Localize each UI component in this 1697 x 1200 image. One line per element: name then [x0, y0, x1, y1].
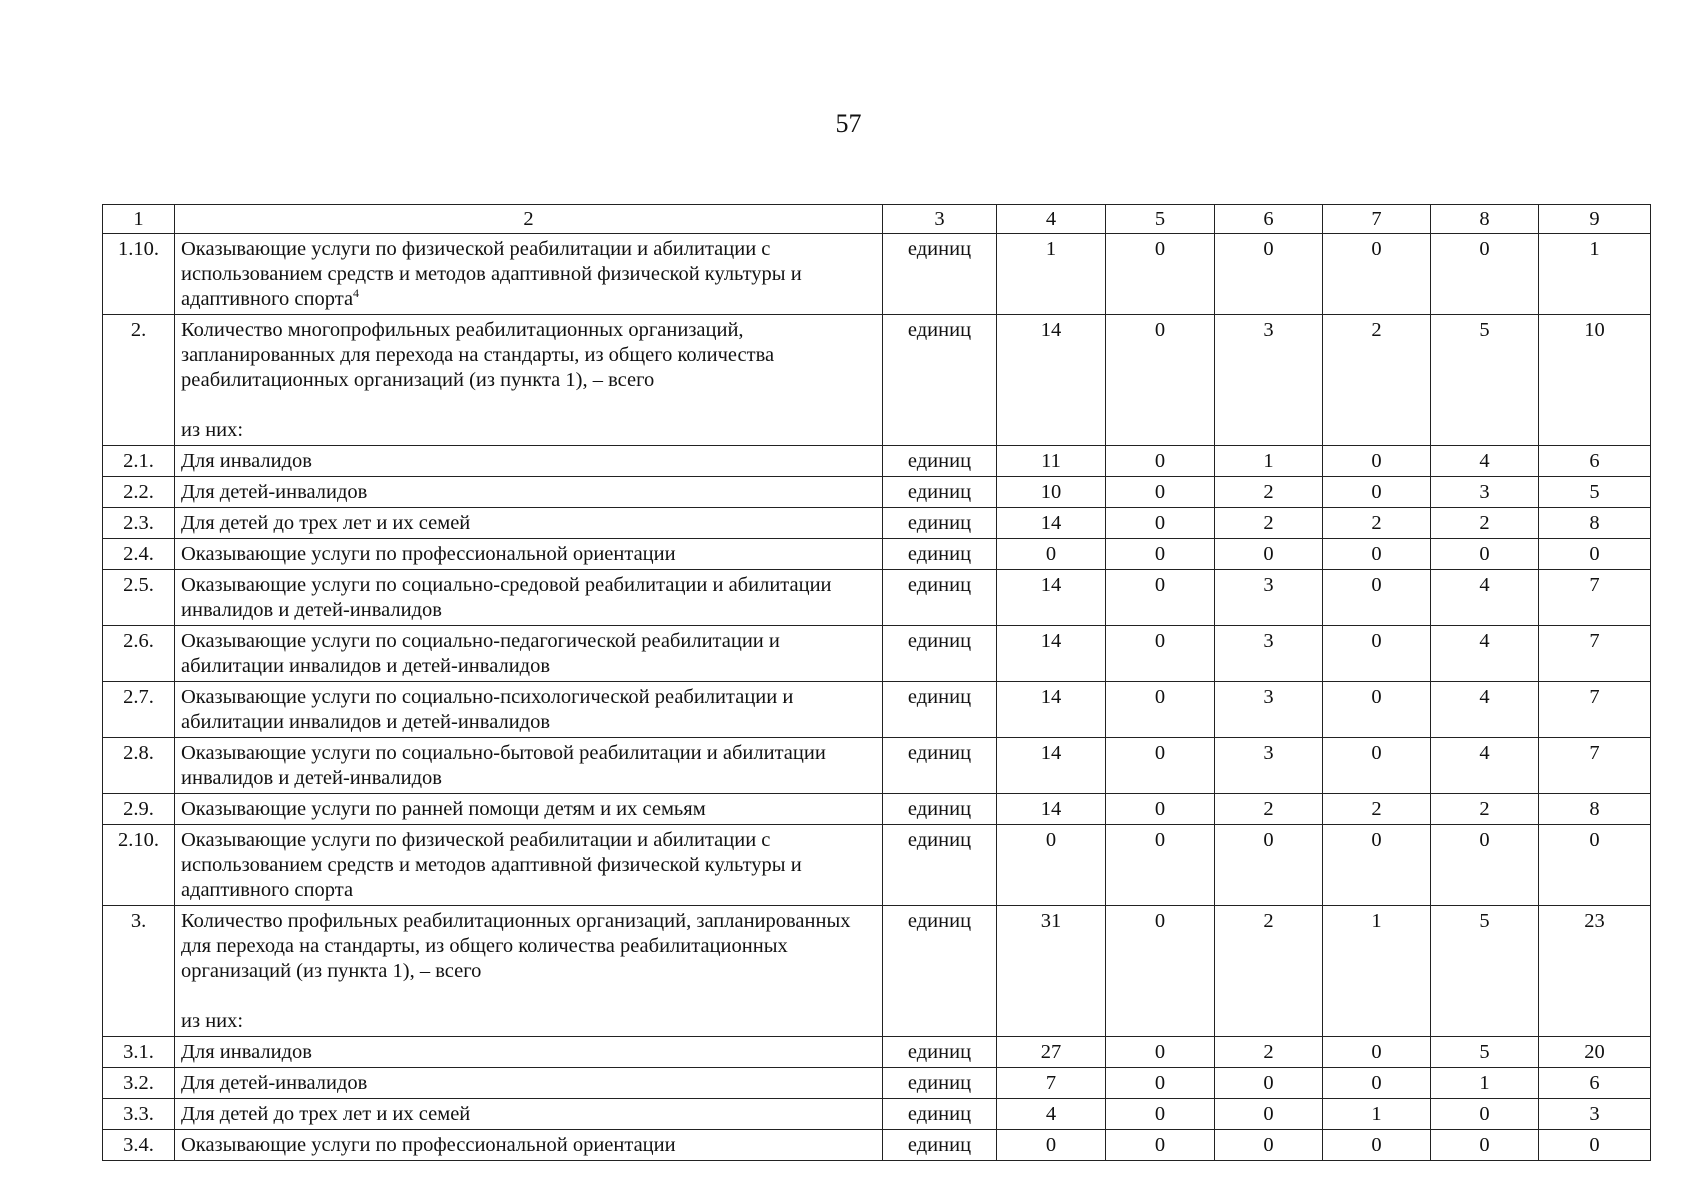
row-number: 1.10. — [103, 234, 175, 315]
row-value: 0 — [1323, 477, 1431, 508]
row-value: 14 — [997, 570, 1106, 626]
data-table — [102, 204, 1651, 1161]
row-value: 0 — [1323, 539, 1431, 570]
row-value: 0 — [1106, 570, 1215, 626]
row-value: 2 — [1215, 508, 1323, 539]
row-value: 0 — [1215, 825, 1323, 906]
table-row — [103, 794, 1651, 825]
row-description: Для инвалидов — [175, 1037, 883, 1068]
row-value: 0 — [1431, 539, 1539, 570]
row-unit: единиц — [883, 539, 997, 570]
row-value: 10 — [997, 477, 1106, 508]
table-row — [103, 477, 1651, 508]
table-row — [103, 570, 1651, 626]
row-description — [175, 234, 883, 315]
row-unit: единиц — [883, 1130, 997, 1161]
row-number: 3.4. — [103, 1130, 175, 1161]
row-unit: единиц — [883, 825, 997, 906]
row-value: 0 — [1106, 738, 1215, 794]
row-value: 14 — [997, 315, 1106, 446]
row-value: 10 — [1539, 315, 1651, 446]
row-value: 0 — [1106, 477, 1215, 508]
table-row — [103, 682, 1651, 738]
row-subtext: из них: — [181, 1010, 244, 1032]
row-value: 23 — [1539, 906, 1651, 1037]
row-number: 2.3. — [103, 508, 175, 539]
row-value: 0 — [997, 1130, 1106, 1161]
row-unit: единиц — [883, 315, 997, 446]
row-value: 14 — [997, 738, 1106, 794]
row-value: 3 — [1431, 477, 1539, 508]
table-row — [103, 825, 1651, 906]
row-value: 0 — [1215, 539, 1323, 570]
row-value: 4 — [1431, 682, 1539, 738]
row-description: Оказывающие услуги по ранней помощи детям и их семьям — [175, 794, 883, 825]
row-description: Для детей-инвалидов — [175, 477, 883, 508]
row-value: 4 — [1431, 626, 1539, 682]
row-value: 0 — [1539, 539, 1651, 570]
row-value: 0 — [1106, 825, 1215, 906]
row-unit: единиц — [883, 570, 997, 626]
row-description: Для инвалидов — [175, 446, 883, 477]
row-value: 0 — [1106, 682, 1215, 738]
row-value: 0 — [1323, 825, 1431, 906]
row-value: 14 — [997, 794, 1106, 825]
row-unit: единиц — [883, 1068, 997, 1099]
table-row — [103, 1068, 1651, 1099]
page-number: 57 — [835, 109, 862, 138]
row-number: 2.8. — [103, 738, 175, 794]
row-description: Оказывающие услуги по физической реабилитации и абилитации с использованием средств и методов адаптивной физической культуры и адаптивного спорта — [175, 825, 883, 906]
row-value: 0 — [1431, 1130, 1539, 1161]
row-value: 1 — [1215, 446, 1323, 477]
row-value: 1 — [1431, 1068, 1539, 1099]
row-description: Оказывающие услуги по профессиональной ориентации — [175, 539, 883, 570]
row-value: 0 — [1323, 1037, 1431, 1068]
row-text: Количество многопрофильных реабилитационных организаций, запланированных для перехода на стандарты, из общего количества реабилитационных организаций (из пункта 1), – всего — [181, 319, 775, 391]
row-unit: единиц — [883, 234, 997, 315]
row-value: 4 — [1431, 446, 1539, 477]
row-value: 0 — [1323, 626, 1431, 682]
row-value: 0 — [1215, 1068, 1323, 1099]
row-text: Количество профильных реабилитационных организаций, запланированных для перехода на стандарты, из общего количества реабилитационных организаций (из пункта 1), – всего — [181, 910, 851, 982]
row-value: 1 — [1539, 234, 1651, 315]
row-number: 2.2. — [103, 477, 175, 508]
row-value: 3 — [1215, 626, 1323, 682]
row-value: 6 — [1539, 1068, 1651, 1099]
row-value: 0 — [1106, 234, 1215, 315]
row-unit: единиц — [883, 508, 997, 539]
row-value: 2 — [1215, 1037, 1323, 1068]
row-description: Для детей-инвалидов — [175, 1068, 883, 1099]
row-value: 0 — [1431, 1099, 1539, 1130]
row-description: Оказывающие услуги по социально-психологической реабилитации и абилитации инвалидов и детей-инвалидов — [175, 682, 883, 738]
row-value: 5 — [1431, 906, 1539, 1037]
table-row — [103, 446, 1651, 477]
table-row — [103, 234, 1651, 315]
table-row — [103, 738, 1651, 794]
row-value: 14 — [997, 626, 1106, 682]
row-value: 0 — [1106, 1068, 1215, 1099]
footnote-mark: 4 — [353, 286, 360, 301]
column-header: 2 — [175, 205, 883, 234]
row-number: 2.10. — [103, 825, 175, 906]
row-value: 5 — [1431, 315, 1539, 446]
row-value: 3 — [1215, 738, 1323, 794]
row-description: Оказывающие услуги по социально-бытовой реабилитации и абилитации инвалидов и детей-инвалидов — [175, 738, 883, 794]
row-number: 2.4. — [103, 539, 175, 570]
row-value: 31 — [997, 906, 1106, 1037]
row-value: 0 — [1323, 1130, 1431, 1161]
row-value: 5 — [1431, 1037, 1539, 1068]
row-value: 7 — [1539, 738, 1651, 794]
row-description: Для детей до трех лет и их семей — [175, 508, 883, 539]
row-value: 14 — [997, 682, 1106, 738]
row-value: 0 — [1106, 508, 1215, 539]
row-value: 0 — [1106, 1037, 1215, 1068]
row-value: 0 — [1323, 234, 1431, 315]
row-number: 2.7. — [103, 682, 175, 738]
table-row — [103, 508, 1651, 539]
row-value: 2 — [1215, 794, 1323, 825]
row-value: 6 — [1539, 446, 1651, 477]
row-value: 27 — [997, 1037, 1106, 1068]
column-header: 5 — [1106, 205, 1215, 234]
row-value: 1 — [997, 234, 1106, 315]
row-description — [175, 315, 883, 446]
row-number: 3.2. — [103, 1068, 175, 1099]
row-number: 3.3. — [103, 1099, 175, 1130]
row-value: 0 — [1106, 315, 1215, 446]
row-value: 0 — [1106, 539, 1215, 570]
table-header-row — [103, 205, 1651, 234]
column-header: 9 — [1539, 205, 1651, 234]
row-value: 1 — [1323, 1099, 1431, 1130]
row-number: 2.6. — [103, 626, 175, 682]
row-value: 1 — [1323, 906, 1431, 1037]
row-value: 0 — [1106, 626, 1215, 682]
column-header: 8 — [1431, 205, 1539, 234]
column-header: 1 — [103, 205, 175, 234]
row-value: 0 — [1323, 738, 1431, 794]
row-value: 8 — [1539, 508, 1651, 539]
row-number: 2.5. — [103, 570, 175, 626]
row-value: 0 — [1106, 794, 1215, 825]
row-value: 0 — [1323, 570, 1431, 626]
row-value: 3 — [1215, 570, 1323, 626]
row-value: 20 — [1539, 1037, 1651, 1068]
row-value: 0 — [1215, 1130, 1323, 1161]
row-value: 14 — [997, 508, 1106, 539]
row-value: 3 — [1215, 682, 1323, 738]
row-unit: единиц — [883, 906, 997, 1037]
row-value: 11 — [997, 446, 1106, 477]
table-row — [103, 1037, 1651, 1068]
row-value: 0 — [997, 825, 1106, 906]
column-header: 3 — [883, 205, 997, 234]
row-value: 2 — [1215, 906, 1323, 1037]
row-value: 0 — [1215, 1099, 1323, 1130]
table-row — [103, 906, 1651, 1037]
row-value: 7 — [1539, 626, 1651, 682]
row-value: 5 — [1539, 477, 1651, 508]
row-unit: единиц — [883, 626, 997, 682]
row-subtext: из них: — [181, 419, 244, 441]
row-value: 0 — [1323, 682, 1431, 738]
row-value: 0 — [1106, 1099, 1215, 1130]
row-value: 7 — [997, 1068, 1106, 1099]
row-number: 2. — [103, 315, 175, 446]
row-value: 4 — [1431, 738, 1539, 794]
row-value: 0 — [997, 539, 1106, 570]
row-number: 3. — [103, 906, 175, 1037]
row-value: 3 — [1539, 1099, 1651, 1130]
row-description: Оказывающие услуги по социально-средовой реабилитации и абилитации инвалидов и детей-инвалидов — [175, 570, 883, 626]
table-row — [103, 315, 1651, 446]
row-unit: единиц — [883, 794, 997, 825]
row-value: 0 — [1106, 446, 1215, 477]
row-value: 4 — [997, 1099, 1106, 1130]
row-value: 0 — [1323, 446, 1431, 477]
row-unit: единиц — [883, 477, 997, 508]
row-description: Оказывающие услуги по профессиональной ориентации — [175, 1130, 883, 1161]
row-value: 2 — [1431, 508, 1539, 539]
row-description: Оказывающие услуги по социально-педагогической реабилитации и абилитации инвалидов и детей-инвалидов — [175, 626, 883, 682]
column-header: 4 — [997, 205, 1106, 234]
row-value: 4 — [1431, 570, 1539, 626]
row-description: Для детей до трех лет и их семей — [175, 1099, 883, 1130]
row-value: 2 — [1323, 315, 1431, 446]
row-value: 2 — [1431, 794, 1539, 825]
table-row — [103, 1099, 1651, 1130]
row-value: 0 — [1539, 825, 1651, 906]
row-value: 0 — [1431, 234, 1539, 315]
row-unit: единиц — [883, 1099, 997, 1130]
row-unit: единиц — [883, 446, 997, 477]
row-value: 0 — [1215, 234, 1323, 315]
row-unit: единиц — [883, 682, 997, 738]
row-number: 2.1. — [103, 446, 175, 477]
table-row — [103, 539, 1651, 570]
row-value: 0 — [1431, 825, 1539, 906]
row-value: 0 — [1539, 1130, 1651, 1161]
row-value: 0 — [1106, 906, 1215, 1037]
row-value: 2 — [1323, 508, 1431, 539]
column-header: 6 — [1215, 205, 1323, 234]
row-number: 3.1. — [103, 1037, 175, 1068]
row-value: 2 — [1215, 477, 1323, 508]
row-unit: единиц — [883, 738, 997, 794]
row-value: 0 — [1106, 1130, 1215, 1161]
table-row — [103, 1130, 1651, 1161]
row-value: 2 — [1323, 794, 1431, 825]
row-value: 8 — [1539, 794, 1651, 825]
row-value: 7 — [1539, 682, 1651, 738]
row-value: 3 — [1215, 315, 1323, 446]
row-number: 2.9. — [103, 794, 175, 825]
row-value: 0 — [1323, 1068, 1431, 1099]
row-value: 7 — [1539, 570, 1651, 626]
table-row — [103, 626, 1651, 682]
row-text: Оказывающие услуги по физической реабилитации и абилитации с использованием средств и методов адаптивной физической культуры и адаптивного спорта — [181, 238, 802, 310]
column-header: 7 — [1323, 205, 1431, 234]
row-description — [175, 906, 883, 1037]
row-unit: единиц — [883, 1037, 997, 1068]
